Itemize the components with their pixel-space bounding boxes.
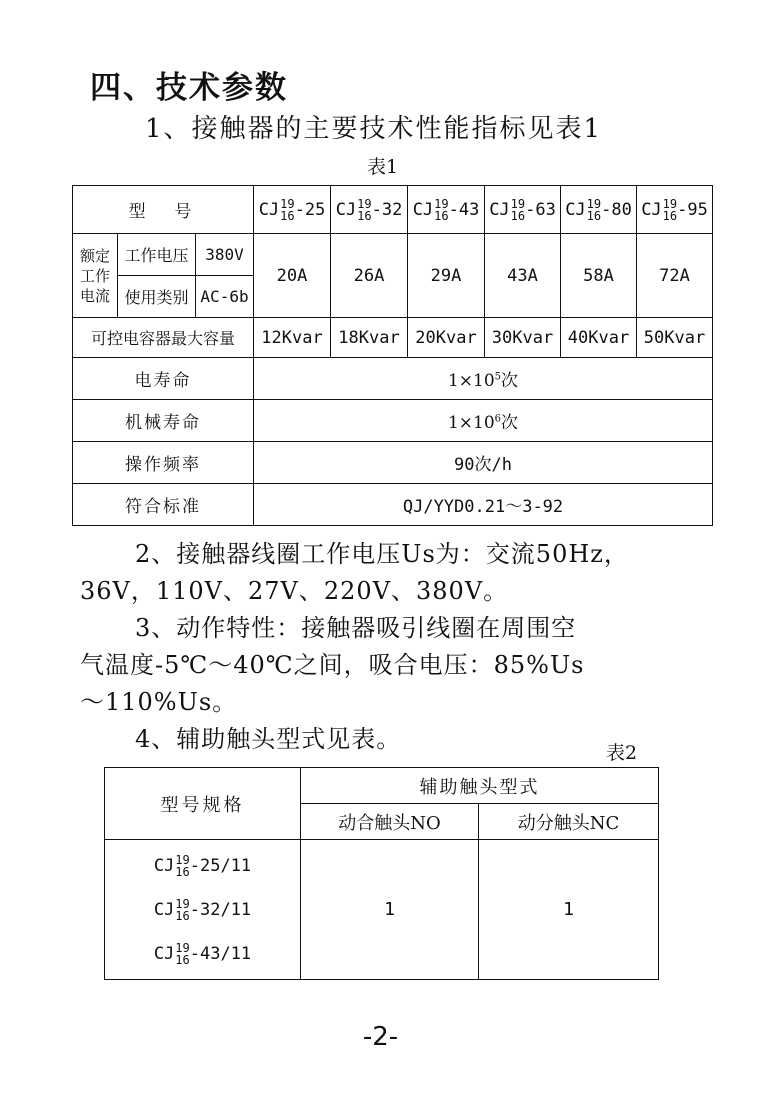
capacitor-cell: 30Kvar — [485, 318, 561, 358]
working-voltage-value: 380V — [196, 234, 254, 276]
usage-category-value: AC-6b — [196, 276, 254, 318]
table2-caption: 表2 — [606, 742, 638, 764]
capacitor-cell: 12Kvar — [254, 318, 331, 358]
section3-line1: 3、动作特性：接触器吸引线圈在周围空 — [135, 614, 577, 642]
model-cell: CJ 19 16 -80 — [561, 186, 637, 234]
model-header-cell: 型 号 — [73, 186, 254, 234]
model-spec-item: CJ 19 16 -43/11 — [153, 940, 252, 967]
mechanical-life-label: 机械寿命 — [73, 400, 254, 442]
auxiliary-contact-table — [104, 767, 659, 980]
model-cell: CJ 19 16 -63 — [485, 186, 561, 234]
section4-intro: 4、辅助触头型式见表。 — [135, 725, 402, 753]
section2-line2: 36V，110V、27V、220V、380V。 — [80, 577, 509, 605]
operating-frequency-value: 90次/h — [254, 442, 713, 484]
electrical-life-value: $1\times 10^5$次 — [254, 358, 713, 400]
aux-contact-header: 辅助触头型式 — [301, 768, 659, 804]
usage-category-label: 使用类别 — [118, 276, 196, 318]
capacitor-cell: 40Kvar — [561, 318, 637, 358]
current-cell: 43A — [485, 234, 561, 318]
section-heading: 四、技术参数 — [90, 70, 288, 106]
technical-parameters-table — [72, 185, 713, 526]
model-cell: CJ 19 16 -25 — [254, 186, 331, 234]
current-cell: 26A — [331, 234, 408, 318]
no-contact-header: 动合触头NO — [301, 804, 479, 840]
table1-caption: 表1 — [367, 156, 399, 178]
current-cell: 20A — [254, 234, 331, 318]
capacitor-label: 可控电容器最大容量 — [73, 318, 254, 358]
model-spec-item: CJ 19 16 -32/11 — [153, 896, 252, 923]
capacitor-cell: 18Kvar — [331, 318, 408, 358]
working-voltage-label: 工作电压 — [118, 234, 196, 276]
current-cell: 72A — [637, 234, 713, 318]
standard-label: 符合标准 — [73, 484, 254, 526]
section3-line2: 气温度-5℃～40℃之间，吸合电压：85%Us — [80, 651, 585, 679]
capacitor-cell: 20Kvar — [408, 318, 485, 358]
page-number: -2- — [362, 1022, 399, 1052]
section2-line1: 2、接触器线圈工作电压Us为：交流50Hz， — [135, 540, 629, 568]
section3-line3: ～110%Us。 — [80, 688, 238, 716]
standard-value: QJ/YYD0.21～3-92 — [254, 484, 713, 526]
spec-header: 型号规格 — [105, 768, 301, 840]
capacitor-cell: 50Kvar — [637, 318, 713, 358]
model-cell: CJ 19 16 -32 — [331, 186, 408, 234]
electrical-life-label: 电寿命 — [73, 358, 254, 400]
model-spec-item: CJ 19 16 -25/11 — [153, 852, 252, 879]
model-cell: CJ 19 16 -43 — [408, 186, 485, 234]
current-cell: 58A — [561, 234, 637, 318]
nc-contact-header: 动分触头NC — [479, 804, 659, 840]
nc-contact-value: 1 — [479, 840, 659, 980]
operating-frequency-label: 操作频率 — [73, 442, 254, 484]
mechanical-life-value: $1\times 10^6$次 — [254, 400, 713, 442]
model-cell: CJ 19 16 -95 — [637, 186, 713, 234]
no-contact-value: 1 — [301, 840, 479, 980]
rated-current-label: 额定 工作 电流 — [73, 234, 118, 318]
current-cell: 29A — [408, 234, 485, 318]
section1-intro: 1、接触器的主要技术性能指标见表1 — [145, 114, 603, 144]
model-list-cell — [105, 840, 301, 980]
